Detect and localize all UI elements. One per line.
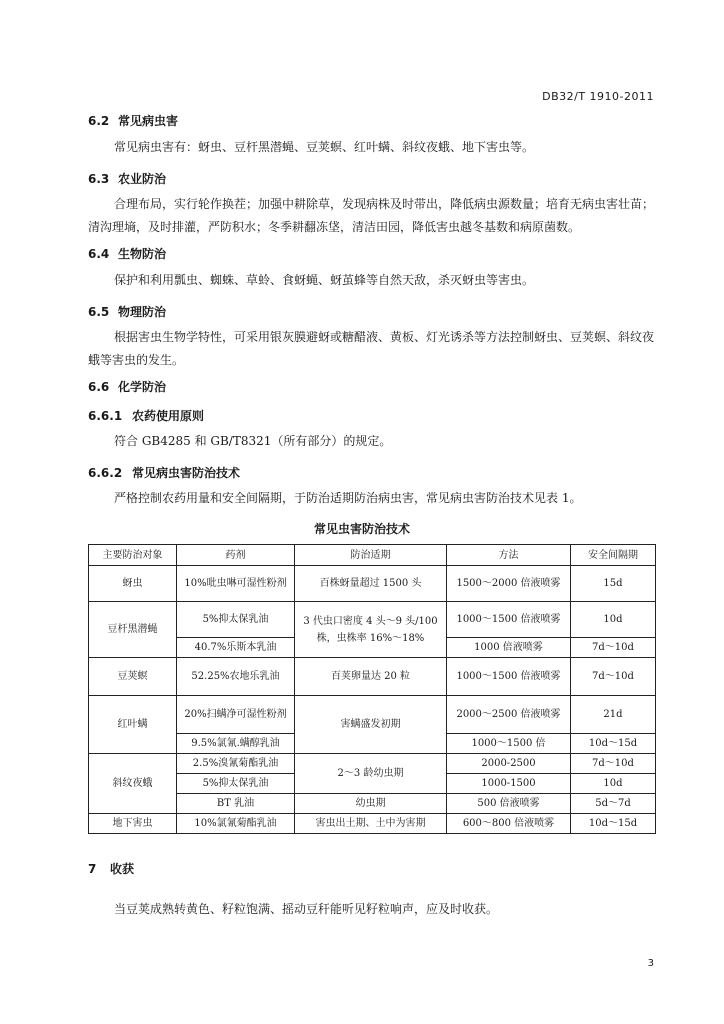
section-text-6-5: 根据害虫生物学特性，可采用银灰膜避蚜或糖醋液、黄板、灯光诱杀等方法控制蚜虫、豆荚螟、斜纹夜蛾等害虫的发生。 — [88, 330, 655, 367]
period-cell: 害虫出土期、土中为害期 — [295, 814, 447, 834]
section-heading-6-4 — [88, 245, 166, 262]
agent-cell: 5%抑太保乳油 — [177, 602, 295, 638]
section-title: 收获 — [110, 862, 135, 876]
column-header: 方法 — [447, 545, 571, 566]
table-row — [89, 814, 656, 834]
method-cell: 1000-1500 — [447, 774, 571, 794]
section-title: 物理防治 — [118, 305, 167, 319]
section-heading-6-3 — [88, 170, 166, 187]
section-number: 6.5 — [88, 305, 110, 319]
interval-cell: 7d～10d — [571, 658, 656, 696]
section-number: 6.4 — [88, 247, 110, 261]
section-title: 农药使用原则 — [132, 409, 205, 423]
table-row — [89, 754, 656, 774]
agent-cell: 10%吡虫啉可湿性粉剂 — [177, 566, 295, 602]
section-number: 7 — [88, 862, 97, 876]
interval-cell: 7d～10d — [571, 638, 656, 658]
table-header-row — [89, 545, 656, 566]
agent-cell: 5%抑太保乳油 — [177, 774, 295, 794]
section-number: 6.2 — [88, 114, 110, 128]
target-cell: 斜纹夜蛾 — [89, 754, 177, 814]
method-cell: 2000-2500 — [447, 754, 571, 774]
section-heading-6-6-1 — [88, 407, 204, 424]
method-cell: 1000～1500 倍 — [447, 734, 571, 754]
table-row — [89, 602, 656, 638]
agent-cell: 40.7%乐斯本乳油 — [177, 638, 295, 658]
section-heading-6-6 — [88, 378, 166, 395]
column-header: 防治适期 — [295, 545, 447, 566]
period-cell: 害螨盛发初期 — [295, 696, 447, 754]
section-heading-6-2 — [88, 112, 178, 129]
section-text-6-3: 合理布局，实行轮作换茬；加强中耕除草，发现病株及时带出，降低病虫源数量；培育无病虫害壮苗；清沟理墒，及时排灌，严防积水；冬季耕翻冻垡，清洁田园，降低害虫越冬基数和病原菌数。 — [88, 197, 655, 234]
section-number: 6.6.1 — [88, 409, 123, 423]
table-row — [89, 696, 656, 734]
agent-cell: 9.5%氯氰.螨醇乳油 — [177, 734, 295, 754]
method-cell: 600～800 倍液喷雾 — [447, 814, 571, 834]
column-header: 安全间隔期 — [571, 545, 656, 566]
interval-cell: 21d — [571, 696, 656, 734]
section-number: 6.6.2 — [88, 466, 123, 480]
target-cell: 豆荚螟 — [89, 658, 177, 696]
section-heading-6-5 — [88, 303, 166, 320]
column-header: 主要防治对象 — [89, 545, 177, 566]
interval-cell: 5d～7d — [571, 794, 656, 814]
section-title: 常见病虫害防治技术 — [132, 466, 241, 480]
section-title: 农业防治 — [118, 172, 167, 186]
section-text-6-6-2: 严格控制农药用量和安全间隔期，于防治适期防治病虫害，常见病虫害防治技术见表 1。 — [114, 491, 582, 505]
method-cell: 2000～2500 倍液喷雾 — [447, 696, 571, 734]
page-number: 3 — [647, 958, 654, 969]
section-title: 化学防治 — [118, 380, 167, 394]
agent-cell: 2.5%溴氰菊酯乳油 — [177, 754, 295, 774]
section-text-6-6-1: 符合 GB4285 和 GB/T8321（所有部分）的规定。 — [114, 434, 392, 448]
method-cell: 1000 倍液喷雾 — [447, 638, 571, 658]
table-row — [89, 658, 656, 696]
table-caption: 常见虫害防治技术 — [313, 522, 410, 536]
section-title: 生物防治 — [118, 247, 167, 261]
document-code: DB32/T 1910-2011 — [542, 90, 654, 103]
agent-cell: 52.25%农地乐乳油 — [177, 658, 295, 696]
section-text-7: 当豆荚成熟转黄色、籽粒饱满、摇动豆秆能听见籽粒响声，应及时收获。 — [114, 902, 499, 916]
target-cell: 蚜虫 — [89, 566, 177, 602]
interval-cell: 7d～10d — [571, 754, 656, 774]
target-cell: 豆杆黑潜蝇 — [89, 602, 177, 658]
agent-cell: BT 乳油 — [177, 794, 295, 814]
method-cell: 1000～1500 倍液喷雾 — [447, 602, 571, 638]
interval-cell: 10d～15d — [571, 734, 656, 754]
section-text-6-4: 保护和利用瓢虫、蜘蛛、草蛉、食蚜蝇、蚜茧蜂等自然天敌，杀灭蚜虫等害虫。 — [114, 273, 535, 287]
target-cell: 红叶螨 — [89, 696, 177, 754]
period-cell: 2～3 龄幼虫期 — [295, 754, 447, 794]
period-cell: 百株蚜量超过 1500 头 — [295, 566, 447, 602]
agent-cell: 20%扫螨净可湿性粉剂 — [177, 696, 295, 734]
section-number: 6.6 — [88, 380, 110, 394]
section-heading-7 — [88, 860, 134, 877]
column-header: 药剂 — [177, 545, 295, 566]
method-cell: 500 倍液喷雾 — [447, 794, 571, 814]
pest-control-table — [88, 544, 656, 834]
section-number: 6.3 — [88, 172, 110, 186]
section-title: 常见病虫害 — [118, 114, 179, 128]
target-cell: 地下害虫 — [89, 814, 177, 834]
method-cell: 1500～2000 倍液喷雾 — [447, 566, 571, 602]
interval-cell: 10d — [571, 602, 656, 638]
interval-cell: 10d — [571, 774, 656, 794]
agent-cell: 10%氯氰菊酯乳油 — [177, 814, 295, 834]
section-text-6-2: 常见病虫害有：蚜虫、豆杆黑潜蝇、豆荚螟、红叶螨、斜纹夜蛾、地下害虫等。 — [114, 140, 535, 154]
period-cell: 3 代虫口密度 4 头～9 头/100 株，虫株率 16%～18% — [295, 602, 447, 658]
table-row — [89, 566, 656, 602]
period-cell: 幼虫期 — [295, 794, 447, 814]
interval-cell: 15d — [571, 566, 656, 602]
method-cell: 1000～1500 倍液喷雾 — [447, 658, 571, 696]
section-heading-6-6-2 — [88, 464, 240, 481]
interval-cell: 10d～15d — [571, 814, 656, 834]
period-cell: 百荚卵量达 20 粒 — [295, 658, 447, 696]
